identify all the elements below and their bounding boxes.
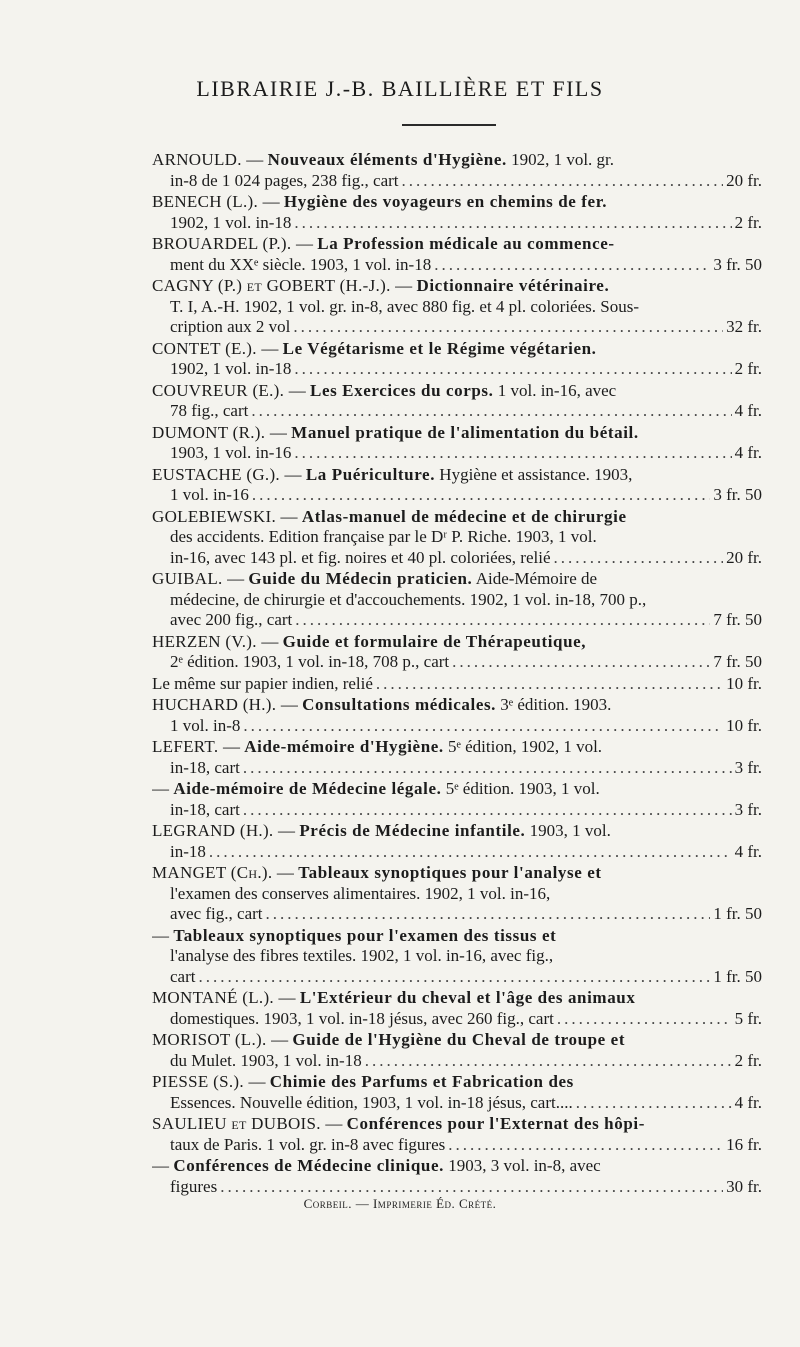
entry-title: Hygiène des voyageurs en chemins de fer.	[283, 192, 608, 211]
dot-leader	[448, 1135, 723, 1156]
entry-first-line	[152, 465, 762, 486]
catalog-entry	[152, 569, 762, 631]
entry-author: MONTANÉ (L.). —	[152, 988, 296, 1007]
entry-price: 2 fr.	[734, 1050, 762, 1070]
entry-first-line	[152, 234, 762, 255]
catalog-entry	[152, 926, 762, 988]
entry-price: 20 fr.	[726, 547, 762, 567]
dot-leader	[557, 1009, 732, 1030]
entry-details: Le même sur papier indien, relié	[152, 673, 373, 693]
entry-author: DUMONT (R.). —	[152, 422, 288, 442]
header-rule	[402, 124, 496, 126]
entry-continuation	[152, 1051, 762, 1072]
entry-title: Manuel pratique de l'alimentation du bétail.	[291, 422, 639, 442]
entry-details: Aide-Mémoire de	[475, 569, 598, 588]
entry-details: 3ᵉ édition. 1903.	[500, 695, 612, 714]
entry-continuation	[152, 1135, 762, 1156]
catalog-entry	[152, 1156, 762, 1197]
entry-author: —	[152, 1156, 170, 1175]
entry-details: figures	[170, 1176, 218, 1196]
entry-first-line	[152, 821, 762, 842]
entry-details: 1902, 1 vol. in-18	[170, 359, 292, 378]
printer-footer: Corbeil. — Imprimerie Éd. Crété.	[303, 1196, 497, 1211]
entry-continuation	[152, 674, 762, 695]
catalog-entry	[152, 737, 762, 778]
entry-details: 78 fig., cart	[170, 401, 249, 420]
entry-author: LEFERT. —	[152, 737, 241, 756]
dot-leader	[576, 1093, 732, 1114]
entry-title: Atlas-manuel de médecine et de chirurgie	[301, 506, 627, 526]
entry-details: avec 200 fig., cart	[170, 610, 293, 629]
entry-details: du Mulet. 1903, 1 vol. in-18	[170, 1050, 362, 1070]
entry-details: l'examen des conserves alimentaires. 1902, 1 vol. in-16,	[170, 883, 551, 903]
entry-author: GUIBAL. —	[152, 569, 245, 588]
entry-first-line	[152, 569, 762, 590]
dot-leader	[294, 359, 731, 380]
entry-price: 1 fr. 50	[713, 966, 762, 986]
entry-continuation	[152, 1177, 762, 1198]
entry-title: Les Exercices du corps.	[310, 380, 494, 400]
dot-leader	[434, 255, 710, 276]
entry-continuation	[152, 171, 762, 192]
entry-continuation	[152, 213, 762, 234]
catalog-entry	[152, 465, 762, 506]
entry-details: 1 vol. in-16, avec	[497, 380, 617, 400]
entry-title: Chimie des Parfums et Fabrication des	[269, 1072, 574, 1091]
entry-title: Le Végétarisme et le Régime végétarien.	[282, 338, 597, 358]
entry-continuation	[152, 652, 762, 673]
dot-leader	[365, 1051, 732, 1072]
entry-title: Nouveaux éléments d'Hygiène.	[267, 150, 507, 169]
entry-first-line	[152, 192, 762, 213]
entry-continuation	[152, 401, 762, 422]
entry-author: —	[152, 925, 170, 945]
entry-title: La Profession médicale au commence-	[317, 234, 615, 253]
entry-continuation	[152, 255, 762, 276]
catalog-entry	[152, 276, 762, 338]
dot-leader	[294, 443, 731, 464]
entry-price: 4 fr.	[734, 841, 762, 861]
entry-continuation	[152, 716, 762, 737]
entry-details: taux de Paris. 1 vol. gr. in-8 avec figures	[170, 1134, 446, 1154]
entry-author: SAULIEU et DUBOIS. —	[152, 1114, 343, 1133]
entry-details: in-18, cart	[170, 799, 240, 819]
dot-leader	[293, 317, 723, 338]
catalog-entry	[152, 821, 762, 862]
entry-continuation	[152, 1093, 762, 1114]
dot-leader	[209, 842, 732, 863]
catalog-entry	[152, 339, 762, 380]
entry-price: 2 fr.	[734, 212, 762, 232]
entry-price: 10 fr.	[726, 673, 762, 693]
entry-continuation	[152, 610, 762, 631]
entry-continuation	[152, 485, 762, 506]
entry-details: avec fig., cart	[170, 904, 263, 923]
entry-details: in-18	[170, 841, 206, 861]
entry-details: domestiques. 1903, 1 vol. in-18 jésus, avec 260 fig., cart	[170, 1008, 554, 1028]
entry-first-line	[152, 423, 762, 444]
entry-details: médecine, de chirurgie et d'accouchements. 1902, 1 vol. in-18, 700 p.,	[170, 589, 647, 609]
catalog-entry	[152, 192, 762, 233]
entry-title: Précis de Médecine infantile.	[299, 821, 526, 840]
entry-author: BROUARDEL (P.). —	[152, 234, 314, 253]
dot-leader	[243, 716, 723, 737]
entry-author: CONTET (E.). —	[152, 338, 279, 358]
entry-author: HERZEN (V.). —	[152, 631, 279, 651]
entry-price: 4 fr.	[734, 401, 762, 420]
dot-leader	[266, 904, 711, 925]
entry-price: 3 fr.	[734, 799, 762, 819]
entry-continuation	[152, 548, 762, 569]
entry-details: T. I, A.-H. 1902, 1 vol. gr. in-8, avec 880 fig. et 4 pl. coloriées. Sous-	[170, 296, 639, 316]
entry-price: 3 fr. 50	[713, 485, 762, 504]
catalog-entry	[152, 632, 762, 673]
entry-details: in-8 de 1 024 pages, 238 fig., cart	[170, 170, 399, 190]
catalog-entry	[152, 1072, 762, 1113]
entry-title: Tableaux synoptiques pour l'examen des tissus et	[173, 925, 557, 945]
entry-first-line	[152, 339, 762, 360]
entry-first-line	[152, 1156, 762, 1177]
entry-title: Consultations médicales.	[302, 695, 497, 714]
entry-author: CAGNY (P.) et GOBERT (H.-J.). —	[152, 276, 413, 295]
entry-price: 1 fr. 50	[713, 904, 762, 923]
entry-author: —	[152, 779, 170, 798]
entry-first-line	[152, 150, 762, 171]
catalog-entry	[152, 150, 762, 191]
entry-continuation	[152, 842, 762, 863]
entry-title: Aide-mémoire de Médecine légale.	[173, 779, 442, 798]
catalog-entry	[152, 695, 762, 736]
entry-details: cart	[170, 966, 196, 986]
entry-continuation	[152, 800, 762, 821]
entry-price: 30 fr.	[726, 1176, 762, 1196]
catalog-entry	[152, 1030, 762, 1071]
entry-continuation	[152, 317, 762, 338]
entry-details: 2ᵉ édition. 1903, 1 vol. in-18, 708 p., cart	[170, 652, 450, 671]
entry-author: LEGRAND (H.). —	[152, 821, 296, 840]
catalog-entry	[152, 423, 762, 464]
entry-details: Essences. Nouvelle édition, 1903, 1 vol. in-18 jésus, cart....	[170, 1092, 573, 1112]
entry-author: BENECH (L.). —	[152, 192, 280, 211]
entry-price: 7 fr. 50	[713, 610, 762, 629]
entry-price: 2 fr.	[734, 359, 762, 378]
entry-price: 3 fr. 50	[713, 254, 762, 274]
entry-details: 1903, 1 vol. in-16	[170, 443, 292, 462]
entry-details: 1902, 1 vol. in-18	[170, 212, 292, 232]
entry-first-line	[152, 276, 762, 297]
entry-title: Guide et formulaire de Thérapeutique,	[282, 631, 587, 651]
entry-details: 1 vol. in-8	[170, 715, 241, 735]
entry-continuation	[152, 1009, 762, 1030]
entry-price: 7 fr. 50	[713, 652, 762, 671]
entry-first-line	[152, 926, 762, 947]
entry-price: 4 fr.	[734, 1092, 762, 1112]
entry-author: MANGET (Ch.). —	[152, 863, 295, 882]
entry-details: des accidents. Edition française par le Dʳ P. Riche. 1903, 1 vol.	[170, 527, 597, 546]
dot-leader	[452, 652, 710, 673]
entry-continuation	[152, 758, 762, 779]
catalog-entry	[152, 234, 762, 275]
entry-price: 10 fr.	[726, 715, 762, 735]
entry-first-line	[152, 507, 762, 528]
entry-first-line	[152, 1114, 762, 1135]
catalog-entry	[152, 779, 762, 820]
dot-leader	[402, 171, 724, 192]
entry-continuation	[152, 904, 762, 925]
entry-price: 4 fr.	[734, 443, 762, 462]
entry-continuation	[152, 297, 762, 318]
dot-leader	[220, 1177, 723, 1198]
entry-title: Dictionnaire vétérinaire.	[416, 276, 610, 295]
entry-continuation	[152, 359, 762, 380]
entry-author: GOLEBIEWSKI. —	[152, 506, 298, 526]
entry-continuation	[152, 967, 762, 988]
entry-title: Conférences pour l'Externat des hôpi-	[346, 1114, 645, 1133]
entry-price: 3 fr.	[734, 757, 762, 777]
catalog-entry	[152, 507, 762, 569]
entry-price: 32 fr.	[726, 317, 762, 336]
dot-leader	[252, 485, 711, 506]
entry-author: MORISOT (L.). —	[152, 1030, 289, 1049]
entry-author: PIESSE (S.). —	[152, 1072, 266, 1091]
entry-first-line	[152, 737, 762, 758]
catalog-entry	[152, 863, 762, 925]
entry-details: in-18, cart	[170, 757, 240, 777]
entry-title: La Puériculture.	[305, 464, 436, 484]
entry-continuation	[152, 527, 762, 548]
dot-leader	[294, 213, 731, 234]
entry-first-line	[152, 381, 762, 402]
dot-leader	[376, 674, 723, 695]
dot-leader	[554, 548, 724, 569]
catalog-entry	[152, 988, 762, 1029]
entry-details: 1 vol. in-16	[170, 485, 249, 504]
entry-first-line	[152, 1030, 762, 1051]
entry-continuation	[152, 443, 762, 464]
catalog-entries	[152, 150, 762, 1198]
entry-first-line	[152, 695, 762, 716]
entry-author: EUSTACHE (G.). —	[152, 464, 302, 484]
entry-continuation	[152, 946, 762, 967]
entry-title: L'Extérieur du cheval et l'âge des animaux	[299, 988, 636, 1007]
entry-first-line	[152, 988, 762, 1009]
entry-details: ment du XXᵉ siècle. 1903, 1 vol. in-18	[170, 254, 432, 274]
entry-details: 1902, 1 vol. gr.	[511, 150, 615, 169]
entry-title: Conférences de Médecine clinique.	[173, 1156, 444, 1175]
entry-price: 5 fr.	[734, 1008, 762, 1028]
entry-title: Tableaux synoptiques pour l'analyse et	[298, 863, 602, 882]
entry-details: cription aux 2 vol	[170, 317, 291, 336]
entry-continuation	[152, 884, 762, 905]
catalog-entry	[152, 674, 762, 695]
entry-price: 20 fr.	[726, 170, 762, 190]
entry-first-line	[152, 632, 762, 653]
entry-author: COUVREUR (E.). —	[152, 380, 307, 400]
entry-details: l'analyse des fibres textiles. 1902, 1 vol. in-16, avec fig.,	[170, 946, 554, 965]
entry-details: 5ᵉ édition. 1903, 1 vol.	[445, 779, 600, 798]
entry-first-line	[152, 1072, 762, 1093]
dot-leader	[251, 401, 731, 422]
entry-details: 5ᵉ édition, 1902, 1 vol.	[448, 737, 603, 756]
entry-price: 16 fr.	[726, 1134, 762, 1154]
entry-continuation	[152, 590, 762, 611]
entry-details: in-16, avec 143 pl. et fig. noires et 40 pl. coloriées, relié	[170, 547, 551, 567]
dot-leader	[295, 610, 710, 631]
entry-author: ARNOULD. —	[152, 150, 264, 169]
page-header: LIBRAIRIE J.-B. BAILLIÈRE ET FILS	[196, 76, 604, 101]
entry-title: Guide du Médecin praticien.	[248, 569, 473, 588]
dot-leader	[243, 800, 732, 821]
catalog-entry	[152, 381, 762, 422]
entry-first-line	[152, 863, 762, 884]
entry-details: Hygiène et assistance. 1903,	[439, 464, 633, 484]
entry-details: 1903, 3 vol. in-8, avec	[448, 1156, 601, 1175]
entry-author: HUCHARD (H.). —	[152, 695, 299, 714]
entry-title: Guide de l'Hygiène du Cheval de troupe et	[292, 1030, 626, 1049]
dot-leader	[198, 967, 710, 988]
dot-leader	[243, 758, 732, 779]
entry-details: 1903, 1 vol.	[529, 821, 611, 840]
entry-first-line	[152, 779, 762, 800]
catalog-entry	[152, 1114, 762, 1155]
entry-title: Aide-mémoire d'Hygiène.	[244, 737, 444, 756]
